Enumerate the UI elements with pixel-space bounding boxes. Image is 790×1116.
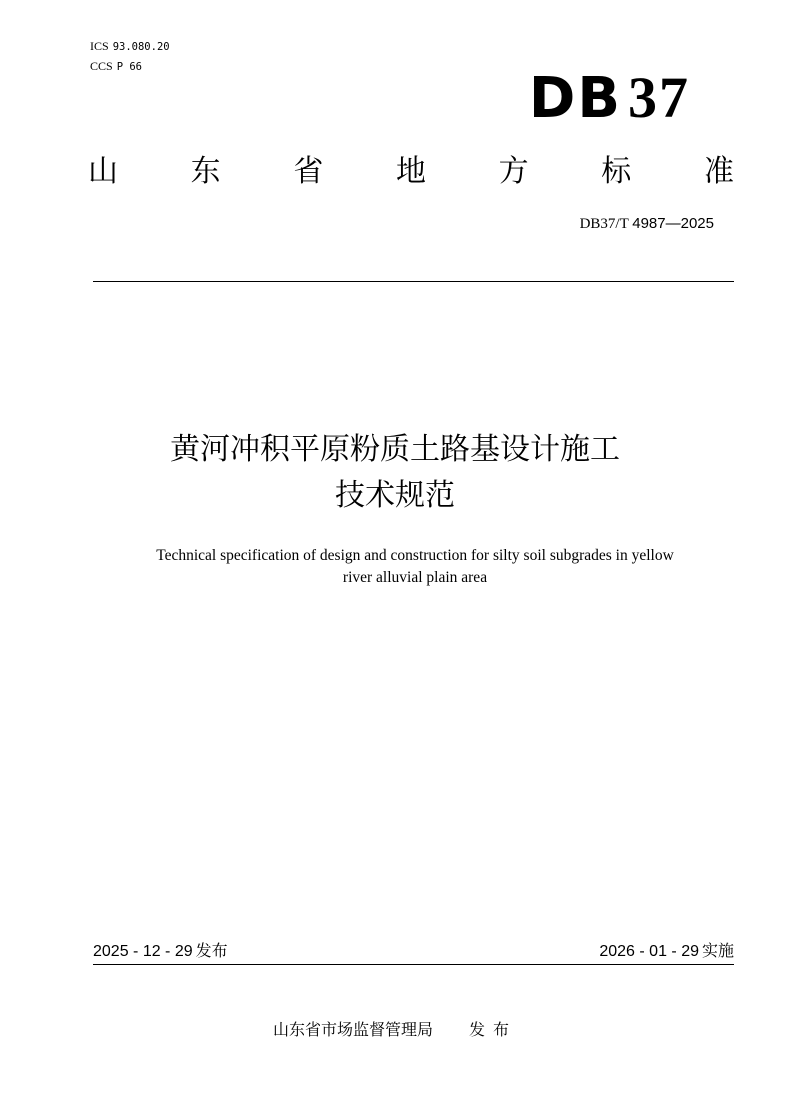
db37-logo — [500, 66, 690, 130]
ccs-value: P 66 — [116, 61, 142, 73]
standard-number — [480, 214, 714, 234]
ccs-label: CCS — [90, 59, 113, 73]
publisher — [0, 1018, 790, 1042]
ics-value: 93.080.20 — [112, 41, 170, 53]
standard-type-char: 省 — [293, 154, 324, 189]
title-cn-line1: 黄河冲积平原粉质土路基设计施工 — [170, 432, 620, 467]
header-divider — [93, 281, 734, 282]
publisher-action: 发布 — [469, 1020, 518, 1039]
implement-date-value: 2026 - 01 - 29 — [599, 943, 699, 960]
issue-date-label: 发布 — [195, 941, 228, 960]
issue-date — [93, 940, 228, 963]
issue-date-value: 2025 - 12 - 29 — [93, 943, 193, 960]
ics-line — [90, 38, 170, 55]
standard-number-code: 4987—2025 — [632, 215, 714, 232]
standard-type-char: 地 — [395, 154, 426, 189]
title-en-line1: Technical specification of design and construction for silty soil subgrades in yellow — [156, 547, 674, 564]
standard-number-prefix: DB37/T — [579, 216, 629, 232]
title-cn-line2: 技术规范 — [335, 478, 455, 513]
standard-type-char: 山 — [88, 154, 118, 189]
footer-divider — [93, 964, 734, 965]
logo-number: 37 — [628, 65, 690, 130]
standard-type-char: 方 — [498, 154, 529, 189]
implement-date-label: 实施 — [701, 941, 734, 960]
ccs-line — [90, 58, 142, 75]
publisher-name: 山东省市场监督管理局 — [272, 1020, 433, 1039]
title-en-line2: river alluvial plain area — [342, 569, 488, 586]
standard-type — [88, 150, 734, 194]
standard-type-char: 标 — [601, 154, 632, 189]
standard-type-char: 准 — [703, 154, 734, 189]
ics-label: ICS — [90, 39, 109, 53]
standard-type-char: 东 — [190, 154, 221, 189]
logo-prefix: DB — [528, 66, 622, 131]
implement-date — [599, 940, 734, 963]
